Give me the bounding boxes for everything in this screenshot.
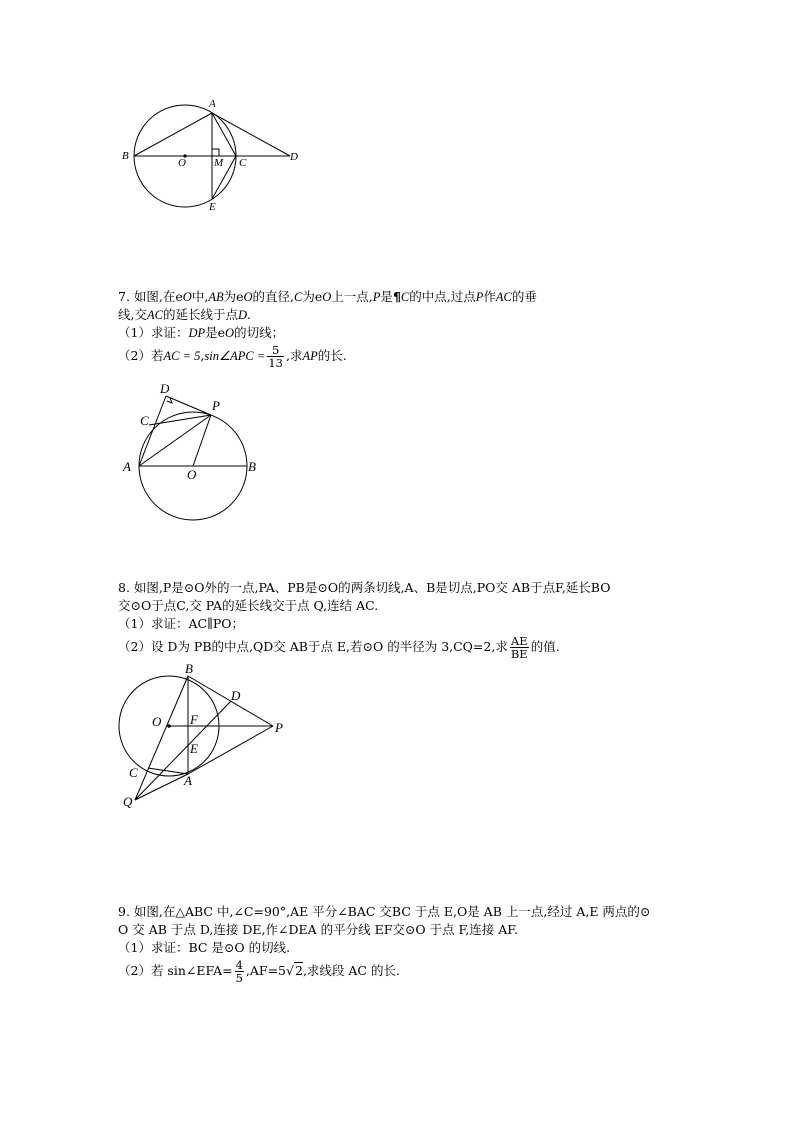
- label-c: C: [129, 765, 138, 780]
- label-f: F: [190, 712, 198, 727]
- problem-8-sub-1: （1）求证：AC∥PO；: [118, 616, 244, 631]
- line-ab: [134, 113, 212, 156]
- line-qd: [135, 701, 231, 800]
- figure-problem-7: [115, 380, 275, 525]
- center-dot-o: [167, 724, 171, 728]
- problem-9: [118, 903, 688, 984]
- problem-9-sub-2: （2）若 sin∠EFA= $\frac{4}{5}$ ,AF=5√2,求线段 AC 的长.: [118, 958, 400, 985]
- fraction-5-13: $\frac{5}{13}$: [268, 343, 283, 370]
- label-o: O: [178, 157, 186, 169]
- problem-9-line-2: O 交 AB 于点 D,连接 DE,作∠DEA 的平分线 EF交⊙O 于点 F,连接 AF.: [118, 922, 518, 937]
- line-bq: [135, 676, 188, 800]
- label-a: A: [123, 459, 131, 474]
- right-angle-mark: [212, 149, 219, 156]
- label-d: D: [290, 151, 298, 163]
- problem-7-line-2: 线,交AC的延长线于点D.: [118, 307, 251, 322]
- label-d: D: [160, 381, 170, 396]
- sqrt-value: 2: [294, 963, 303, 978]
- figure-problem-8: [115, 660, 295, 810]
- label-c: C: [239, 157, 247, 169]
- label-a: A: [184, 773, 192, 788]
- label-m: M: [214, 157, 224, 169]
- fraction-ae-be: $\frac{AE}{BE}$: [510, 634, 528, 661]
- label-q: Q: [123, 794, 133, 809]
- line-op: [193, 415, 211, 466]
- figure-6-svg: [115, 92, 315, 217]
- line-pa: [188, 726, 273, 774]
- label-b: B: [185, 661, 193, 676]
- line-ad: [139, 396, 166, 466]
- problem-7-sub-1: （1）求证：DP是eO的切线；: [118, 325, 285, 340]
- problem-8: [118, 579, 688, 660]
- label-c: C: [140, 413, 149, 428]
- figure-8-svg: [115, 660, 295, 810]
- label-e: E: [190, 741, 198, 756]
- figure-problem-6: [115, 92, 315, 217]
- figure-7-svg: [115, 380, 275, 525]
- problem-9-line-1: 9. 如图,在△ABC 中,∠C=90°,AE 平分∠BAC 交BC 于点 E,O是 AB 上一点,经过 A,E 两点的⊙: [118, 904, 651, 919]
- label-e: E: [209, 201, 216, 213]
- label-o: O: [187, 467, 197, 482]
- label-o: O: [152, 714, 162, 729]
- problem-7-line-1: 7. 如图,在eO中,AB为eO的直径,C为eO上一点,P是¶C的中点,过点P作AC的垂: [118, 289, 537, 304]
- label-a: A: [209, 98, 216, 110]
- problem-8-line-2: 交⊙O于点C,交 PA的延长线交于点 Q,连结 AC.: [118, 598, 379, 613]
- arc-symbol: ¶: [392, 289, 401, 304]
- problem-9-sub-1: （1）求证：BC 是⊙O 的切线.: [118, 940, 291, 955]
- line-qa: [135, 774, 188, 800]
- label-b: B: [248, 459, 256, 474]
- label-b: B: [122, 150, 129, 162]
- line-ap: [139, 415, 211, 466]
- problem-7-sub-2: （2）若AC = 5,sin∠APC = $\frac{5}{13}$ ,求AP的长.: [118, 343, 347, 370]
- line-ca: [148, 768, 188, 774]
- problem-8-sub-2: （2）设 D为 PB的中点,QD交 AB于点 E,若⊙O 的半径为 3,CQ=2,求 $\frac{AE}{BE}$ 的值.: [118, 634, 560, 661]
- sqrt-symbol: √: [286, 963, 294, 978]
- problem-7: [118, 288, 688, 369]
- fraction-4-5: $\frac{4}{5}$: [235, 958, 243, 985]
- label-p: P: [275, 720, 283, 735]
- problem-8-line-1: 8. 如图,P是⊙O外的一点,PA、PB是⊙O的两条切线,A、B是切点,PO交 AB于点F,延长BO: [118, 580, 611, 595]
- label-d: D: [231, 688, 241, 703]
- label-p: P: [212, 398, 220, 413]
